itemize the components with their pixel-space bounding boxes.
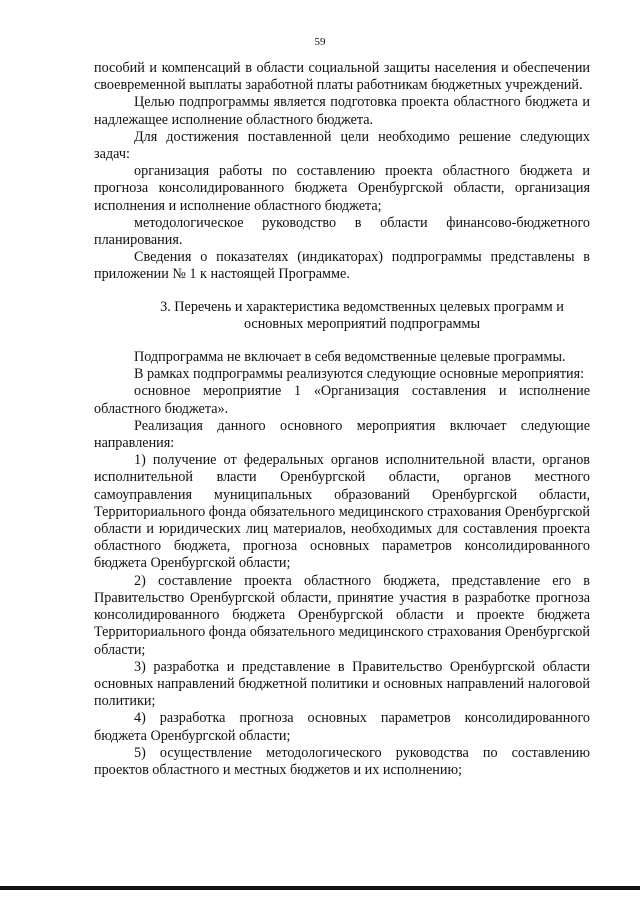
- paragraph: В рамках подпрограммы реализуются следующие основные мероприятия:: [134, 366, 585, 383]
- document-body: [94, 60, 590, 779]
- list-item: 5) осуществление методологического руководства по составлению проектов областного и местных бюджетов и их исполнению;: [94, 744, 590, 778]
- paragraph: Целью подпрограммы является подготовка проекта областного бюджета и надлежащее исполнение областного бюджета.: [94, 94, 590, 128]
- section-heading: 3. Перечень и характеристика ведомственных целевых программ и основных мероприятий подпрограммы: [160, 298, 564, 332]
- paragraph: организация работы по составлению проекта областного бюджета и прогноза консолидированного бюджета Оренбургской области, организация исполнения и исполнение областного бюджета;: [94, 163, 590, 214]
- bottom-rule: [0, 886, 640, 890]
- paragraph: Для достижения поставленной цели необходимо решение следующих задач:: [94, 128, 590, 163]
- list-item: 2) составление проекта областного бюджета, представление его в Правительство Оренбургской области, принятие участия в разработке прогноза консолидированного бюджета Оренбургской области и проекте бюджета Территориального фонда обязательного медицинского страхования Оренбургской области;: [94, 572, 590, 658]
- paragraph: методологическое руководство в области финансово-бюджетного планирования.: [94, 214, 590, 249]
- list-item: 1) получение от федеральных органов исполнительной власти, органов исполнительной власти Оренбургской области, органов местного самоуправления муниципальных образований Оренбургской области, Территориального фонда обязательного медицинского страхования Оренбургской области и юридических лиц материалов, необходимых для составления проекта областного бюджета, прогноза основных параметров консолидированного бюджета Оренбургской области;: [94, 452, 590, 572]
- paragraph: основное мероприятие 1 «Организация составления и исполнение областного бюджета».: [94, 383, 590, 417]
- paragraph: пособий и компенсаций в области социальной защиты населения и обеспечении своевременной выплаты заработной платы работникам бюджетных учреждений.: [94, 60, 590, 94]
- list-item: 3) разработка и представление в Правительство Оренбургской области основных направлений бюджетной политики и основных направлений налоговой политики;: [94, 658, 590, 710]
- list-item: 4) разработка прогноза основных параметров консолидированного бюджета Оренбургской области;: [94, 710, 590, 744]
- paragraph: Подпрограмма не включает в себя ведомственные целевые программы.: [134, 349, 566, 366]
- paragraph: Реализация данного основного мероприятия включает следующие направления:: [94, 417, 590, 452]
- paragraph: Сведения о показателях (индикаторах) подпрограммы представлены в приложении № 1 к настоящей Программе.: [94, 249, 590, 283]
- page-number: 59: [314, 36, 326, 48]
